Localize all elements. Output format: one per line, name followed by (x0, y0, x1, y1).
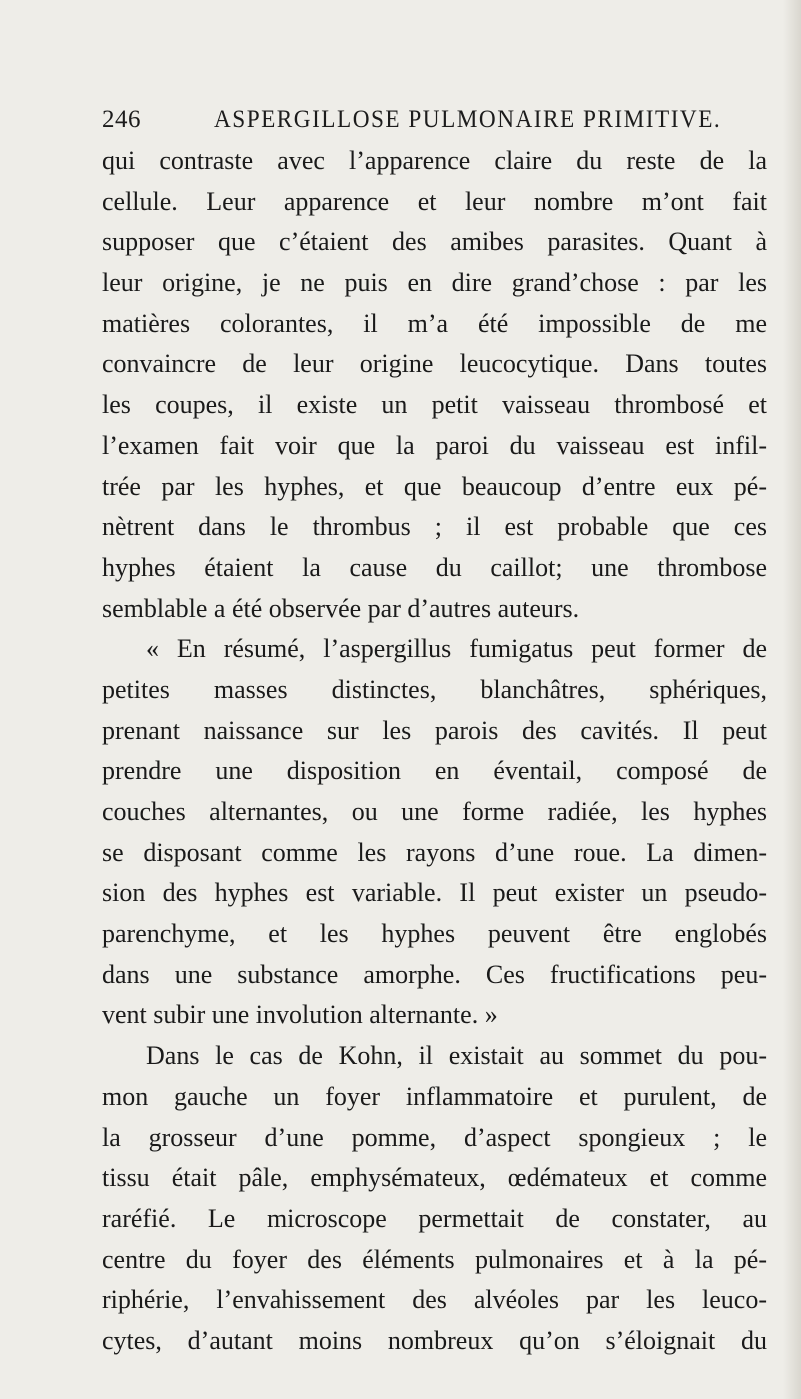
page-header (0, 106, 801, 136)
text-line: « En résumé, l’aspergillus fumigatus peut former de (146, 634, 767, 664)
text-line: dans une substance amorphe. Ces fructifications peu- (102, 959, 767, 989)
text-line: cytes, d’autant moins nombreux qu’on s’éloignait du (102, 1325, 767, 1355)
text-line: vent subir une involution alternante. » (102, 1000, 498, 1030)
text-line: riphérie, l’envahissement des alvéoles par les leuco- (102, 1285, 767, 1315)
text-line: raréfié. Le microscope permettait de constater, au (102, 1203, 767, 1233)
text-line: prendre une disposition en éventail, composé de (102, 756, 767, 786)
text-line: Dans le cas de Kohn, il existait au sommet du pou- (146, 1041, 767, 1071)
text-line: convaincre de leur origine leucocytique. Dans toutes (102, 349, 767, 379)
text-line: les coupes, il existe un petit vaisseau thrombosé et (102, 390, 767, 420)
text-line: supposer que c’étaient des amibes parasites. Quant à (102, 227, 767, 257)
text-line: semblable a été observée par d’autres auteurs. (102, 593, 580, 623)
text-line: nètrent dans le thrombus ; il est probable que ces (102, 512, 767, 542)
text-line: leur origine, je ne puis en dire grand’chose : par les (102, 268, 767, 298)
text-line: tissu était pâle, emphysémateux, œdémateux et comme (102, 1163, 767, 1193)
text-line: qui contraste avec l’apparence claire du reste de la (102, 146, 767, 175)
text-line: matières colorantes, il m’a été impossible de me (102, 308, 767, 338)
text-line: trée par les hyphes, et que beaucoup d’entre eux pé- (102, 471, 767, 501)
body-text (102, 141, 767, 1362)
text-line: la grosseur d’une pomme, d’aspect spongieux ; le (102, 1122, 767, 1152)
text-line: l’examen fait voir que la paroi du vaisseau est infil- (102, 430, 767, 460)
page-edge-shadow (783, 0, 801, 1399)
text-line: petites masses distinctes, blanchâtres, sphériques, (102, 674, 767, 704)
text-line: prenant naissance sur les parois des cavités. Il peut (102, 715, 767, 745)
page-number: 246 (102, 106, 141, 133)
text-line: se disposant comme les rayons d’une roue. La dimen- (102, 837, 767, 867)
text-line: sion des hyphes est variable. Il peut exister un pseudo- (102, 878, 767, 908)
text-line: cellule. Leur apparence et leur nombre m’ont fait (102, 186, 767, 216)
running-title: ASPERGILLOSE PULMONAIRE PRIMITIVE. (214, 106, 722, 133)
text-line: centre du foyer des éléments pulmonaires et à la pé- (102, 1244, 767, 1274)
text-line: parenchyme, et les hyphes peuvent être englobés (102, 919, 767, 949)
text-line: couches alternantes, ou une forme radiée, les hyphes (102, 797, 767, 826)
text-line: hyphes étaient la cause du caillot; une thrombose (102, 552, 767, 582)
text-line: mon gauche un foyer inflammatoire et purulent, de (102, 1081, 767, 1111)
